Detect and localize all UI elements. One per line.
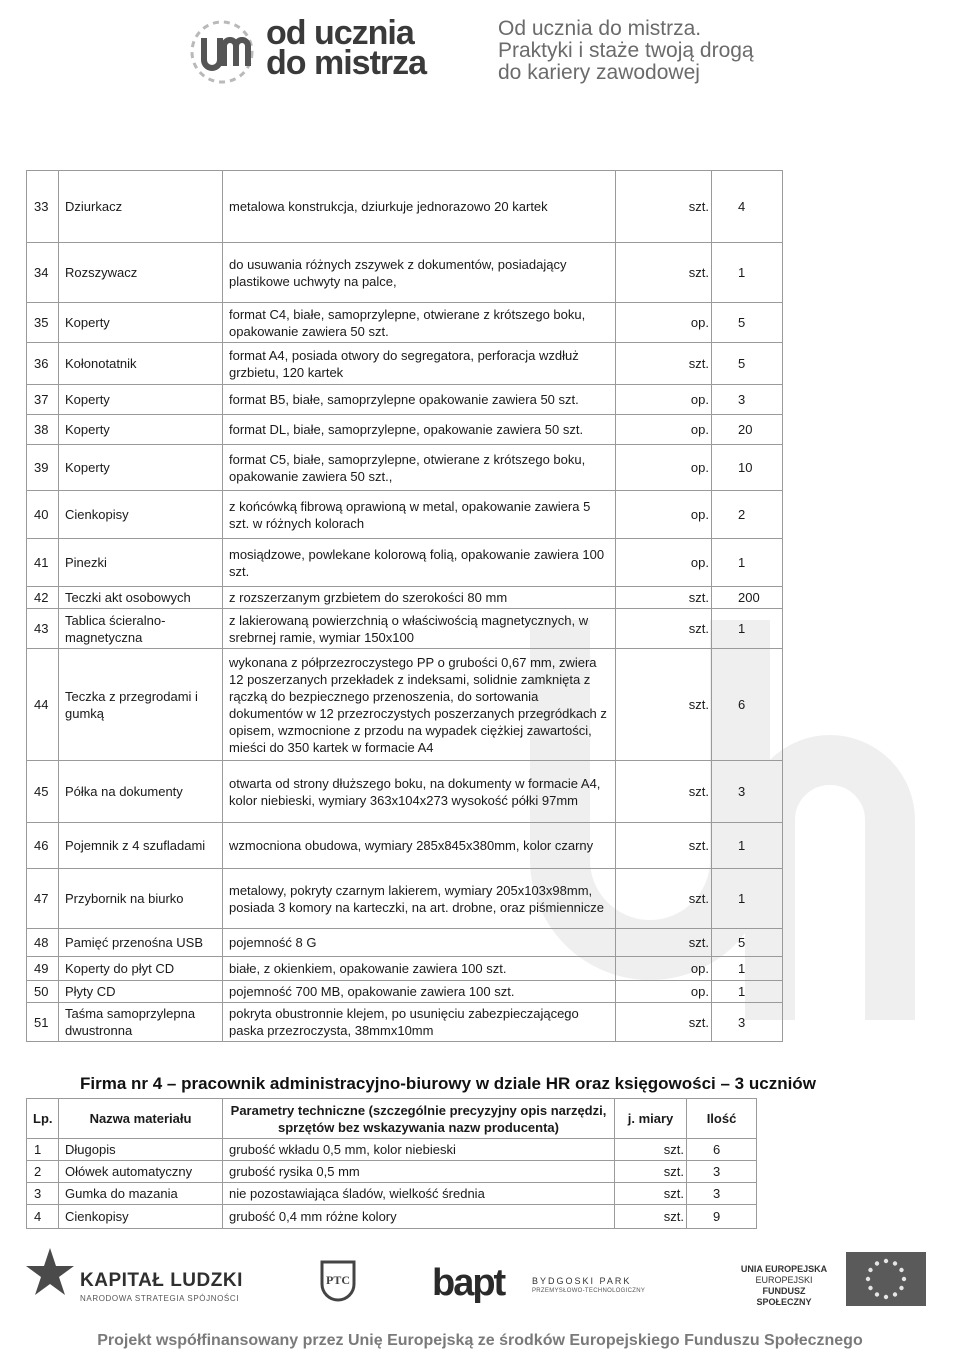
cell-qty: 1: [712, 823, 783, 869]
cell-name: Taśma samoprzylepna dwustronna: [59, 1003, 223, 1042]
bapt-subtitle-1: BYDGOSKI PARK: [532, 1276, 632, 1286]
table-row: [27, 1139, 757, 1161]
cell-qty: 3: [687, 1161, 757, 1183]
cell-params: pojemność 8 G: [223, 929, 616, 957]
kapital-ludzki-star-icon: [24, 1246, 76, 1298]
table-row: [27, 823, 783, 869]
cell-lp: 34: [27, 243, 59, 303]
table-row: [27, 445, 783, 491]
table-row: [27, 491, 783, 539]
cell-lp: 43: [27, 609, 59, 649]
header-slogan: [498, 18, 754, 84]
table-row: [27, 303, 783, 343]
cell-lp: 45: [27, 761, 59, 823]
cell-name: Teczki akt osobowych: [59, 587, 223, 609]
cell-params: grubość wkładu 0,5 mm, kolor niebieski: [223, 1139, 615, 1161]
cell-qty: 3: [712, 385, 783, 415]
header-lp: Lp.: [27, 1099, 59, 1139]
cell-params: otwarta od strony dłuższego boku, na dokumenty w formacie A4, kolor niebieski, wymiary 363x104x273 wysokość półki 97mm: [223, 761, 616, 823]
cell-qty: 1: [712, 243, 783, 303]
table-row: [27, 957, 783, 981]
cell-lp: 48: [27, 929, 59, 957]
cell-unit: op.: [616, 303, 712, 343]
cell-unit: szt.: [616, 171, 712, 243]
cell-params: wykonana z półprzezroczystego PP o grubości 0,67 mm, zwiera 12 poszerzanych przekładek z indeksami, solidnie zamknięta z rączką do bezpiecznego przenoszenia, do sortowania dokumentów w 12 przezroczystych poszerzanych przegródkach z opisem, wzmocnione z przodu na wypadek ciężkiej zawartości, mieści do 350 kartek w formacie A4: [223, 649, 616, 761]
cell-name: Koperty: [59, 385, 223, 415]
cell-qty: 6: [712, 649, 783, 761]
cell-lp: 1: [27, 1139, 59, 1161]
cell-unit: szt.: [616, 823, 712, 869]
cell-name: Cienkopisy: [59, 1205, 223, 1229]
cell-params: wzmocniona obudowa, wymiary 285x845x380mm, kolor czarny: [223, 823, 616, 869]
cell-name: Teczka z przegrodami i gumką: [59, 649, 223, 761]
cell-params: format B5, białe, samoprzylepne opakowanie zawiera 50 szt.: [223, 385, 616, 415]
cell-lp: 4: [27, 1205, 59, 1229]
header-name: Nazwa materiału: [59, 1099, 223, 1139]
cell-lp: 42: [27, 587, 59, 609]
cell-name: Koperty do płyt CD: [59, 957, 223, 981]
cell-unit: op.: [616, 415, 712, 445]
cell-name: Koperty: [59, 303, 223, 343]
cell-qty: 1: [712, 609, 783, 649]
cell-unit: szt.: [616, 1003, 712, 1042]
header-params: Parametry techniczne (szczególnie precyzyjny opis narzędzi, sprzętów bez wskazywania nazw producenta): [223, 1099, 615, 1139]
cell-params: format C4, białe, samoprzylepne, otwierane z krótszego boku, opakowanie zawiera 50 szt.: [223, 303, 616, 343]
eu-flag-icon: [846, 1252, 926, 1306]
logo-line-2: do mistrza: [266, 44, 427, 82]
cell-lp: 51: [27, 1003, 59, 1042]
cell-params: grubość rysika 0,5 mm: [223, 1161, 615, 1183]
cell-params: metalowa konstrukcja, dziurkuje jednorazowo 20 kartek: [223, 171, 616, 243]
cell-name: Pojemnik z 4 szufladami: [59, 823, 223, 869]
cell-params: białe, z okienkiem, opakowanie zawiera 100 szt.: [223, 957, 616, 981]
cell-unit: op.: [616, 957, 712, 981]
cell-unit: szt.: [616, 649, 712, 761]
page-footer: [0, 1240, 960, 1362]
cell-qty: 5: [712, 929, 783, 957]
table-row: [27, 869, 783, 929]
cell-lp: 50: [27, 981, 59, 1003]
cell-qty: 20: [712, 415, 783, 445]
cell-name: Gumka do mazania: [59, 1183, 223, 1205]
cell-unit: op.: [616, 539, 712, 587]
cell-unit: szt.: [615, 1161, 687, 1183]
cell-unit: szt.: [616, 609, 712, 649]
cell-name: Kołonotatnik: [59, 343, 223, 385]
cell-unit: op.: [616, 385, 712, 415]
cell-unit: szt.: [616, 587, 712, 609]
cell-qty: 6: [687, 1139, 757, 1161]
cell-params: z końcówką fibrową oprawioną w metal, opakowanie zawiera 5 szt. w różnych kolorach: [223, 491, 616, 539]
logo-line-1: od ucznia: [266, 14, 414, 52]
table-row: [27, 1161, 757, 1183]
cell-name: Rozszywacz: [59, 243, 223, 303]
cell-unit: op.: [616, 445, 712, 491]
cell-params: pojemność 700 MB, opakowanie zawiera 100 szt.: [223, 981, 616, 1003]
bapt-subtitle-2: PRZEMYSŁOWO-TECHNOLOGICZNY: [532, 1288, 646, 1294]
cell-params: format C5, białe, samoprzylepne, otwierane z krótszego boku, opakowanie zawiera 50 szt.,: [223, 445, 616, 491]
cell-qty: 5: [712, 343, 783, 385]
cell-params: nie pozostawiająca śladów, wielkość średnia: [223, 1183, 615, 1205]
table-row: [27, 981, 783, 1003]
cell-lp: 47: [27, 869, 59, 929]
table-row: [27, 609, 783, 649]
section-title: Firma nr 4 – pracownik administracyjno-biurowy w dziale HR oraz księgowości – 3 uczniów: [80, 1074, 816, 1093]
cell-unit: op.: [616, 981, 712, 1003]
cell-params: do usuwania różnych zszywek z dokumentów, posiadający plastikowe uchwyty na palce,: [223, 243, 616, 303]
cell-lp: 41: [27, 539, 59, 587]
cell-name: Pamięć przenośna USB: [59, 929, 223, 957]
um-logo-icon: [186, 16, 260, 86]
cell-qty: 9: [687, 1205, 757, 1229]
cell-qty: 200: [712, 587, 783, 609]
table-row: [27, 1205, 757, 1229]
table-row: [27, 539, 783, 587]
cell-params: z lakierowaną powierzchnią o właściwością magnetycznych, w srebrnej ramie, wymiar 150x100: [223, 609, 616, 649]
cell-name: Cienkopisy: [59, 491, 223, 539]
cell-name: Koperty: [59, 445, 223, 491]
cell-unit: szt.: [616, 929, 712, 957]
cell-name: Tablica ścieralno-magnetyczna: [59, 609, 223, 649]
cell-unit: szt.: [616, 343, 712, 385]
table-row: [27, 343, 783, 385]
table-row: [27, 415, 783, 445]
table-row: [27, 649, 783, 761]
cell-name: Dziurkacz: [59, 171, 223, 243]
bapt-logo-word: bapt: [432, 1262, 505, 1304]
cell-qty: 5: [712, 303, 783, 343]
cell-lp: 33: [27, 171, 59, 243]
cell-params: pokryta obustronnie klejem, po usunięciu zabezpieczającego paska przezroczysta, 38mmx10mm: [223, 1003, 616, 1042]
eu-line: FUNDUSZ SPOŁECZNY: [756, 1286, 812, 1307]
slogan-line: do kariery zawodowej: [498, 61, 700, 84]
cell-lp: 49: [27, 957, 59, 981]
materials-table-continued: [26, 170, 783, 1042]
table-row: [27, 1003, 783, 1042]
cell-qty: 1: [712, 981, 783, 1003]
cell-qty: 2: [712, 491, 783, 539]
cell-qty: 1: [712, 869, 783, 929]
cell-lp: 44: [27, 649, 59, 761]
materials-table-firm-4: [26, 1098, 757, 1229]
cell-lp: 37: [27, 385, 59, 415]
cell-name: Półka na dokumenty: [59, 761, 223, 823]
cell-qty: 1: [712, 957, 783, 981]
cell-qty: 3: [712, 761, 783, 823]
table-row: [27, 587, 783, 609]
cell-qty: 1: [712, 539, 783, 587]
slogan-line: Praktyki i staże twoją drogą: [498, 39, 754, 62]
cell-lp: 40: [27, 491, 59, 539]
cell-name: Ołówek automatyczny: [59, 1161, 223, 1183]
project-cofinancing-note: Projekt współfinansowany przez Unię Europejską ze środków Europejskiego Funduszu Społecznego: [97, 1332, 863, 1349]
cell-unit: szt.: [616, 761, 712, 823]
logo-wordmark: [266, 14, 427, 82]
table-row: [27, 761, 783, 823]
cell-qty: 10: [712, 445, 783, 491]
kapital-ludzki-logo: [80, 1270, 243, 1303]
table-row: [27, 929, 783, 957]
table-row: [27, 1183, 757, 1205]
cell-lp: 3: [27, 1183, 59, 1205]
table-row: [27, 243, 783, 303]
cell-lp: 35: [27, 303, 59, 343]
cell-name: Pinezki: [59, 539, 223, 587]
cell-unit: szt.: [616, 869, 712, 929]
table-header-row: [27, 1099, 757, 1139]
cell-qty: 3: [687, 1183, 757, 1205]
cell-lp: 46: [27, 823, 59, 869]
cell-lp: 2: [27, 1161, 59, 1183]
cell-unit: szt.: [615, 1183, 687, 1205]
cell-params: mosiądzowe, powlekane kolorową folią, opakowanie zawiera 100 szt.: [223, 539, 616, 587]
page-header: [0, 0, 960, 110]
cell-lp: 38: [27, 415, 59, 445]
ptc-emblem-icon: [318, 1258, 358, 1304]
cell-name: Koperty: [59, 415, 223, 445]
cell-params: format DL, białe, samoprzylepne, opakowanie zawiera 50 szt.: [223, 415, 616, 445]
slogan-line: Od ucznia do mistrza.: [498, 17, 702, 40]
table-row: [27, 385, 783, 415]
ptc-label: PTC: [326, 1273, 350, 1287]
cell-unit: szt.: [616, 243, 712, 303]
cell-unit: op.: [616, 491, 712, 539]
header-qty: Ilość: [687, 1099, 757, 1139]
cell-qty: 3: [712, 1003, 783, 1042]
kl-subtitle: NARODOWA STRATEGIA SPÓJNOŚCI: [80, 1294, 240, 1303]
cell-params: metalowy, pokryty czarnym lakierem, wymiary 205x103x98mm, posiada 3 komory na karteczki, na art. drobne, oraz piśmiennicze: [223, 869, 616, 929]
cell-qty: 4: [712, 171, 783, 243]
cell-params: format A4, posiada otwory do segregatora, perforacja wzdłuż grzbietu, 120 kartek: [223, 343, 616, 385]
cell-name: Przybornik na biurko: [59, 869, 223, 929]
cell-lp: 36: [27, 343, 59, 385]
cell-unit: szt.: [615, 1139, 687, 1161]
eu-text: [736, 1264, 832, 1308]
cell-lp: 39: [27, 445, 59, 491]
cell-params: z rozszerzanym grzbietem do szerokości 80 mm: [223, 587, 616, 609]
kl-title: KAPITAŁ LUDZKI: [80, 1270, 243, 1291]
table-row: [27, 171, 783, 243]
header-unit: j. miary: [615, 1099, 687, 1139]
eu-line: EUROPEJSKI: [755, 1275, 813, 1285]
eu-line: UNIA EUROPEJSKA: [740, 1264, 828, 1274]
cell-name: Długopis: [59, 1139, 223, 1161]
cell-unit: szt.: [615, 1205, 687, 1229]
cell-name: Płyty CD: [59, 981, 223, 1003]
cell-params: grubość 0,4 mm różne kolory: [223, 1205, 615, 1229]
